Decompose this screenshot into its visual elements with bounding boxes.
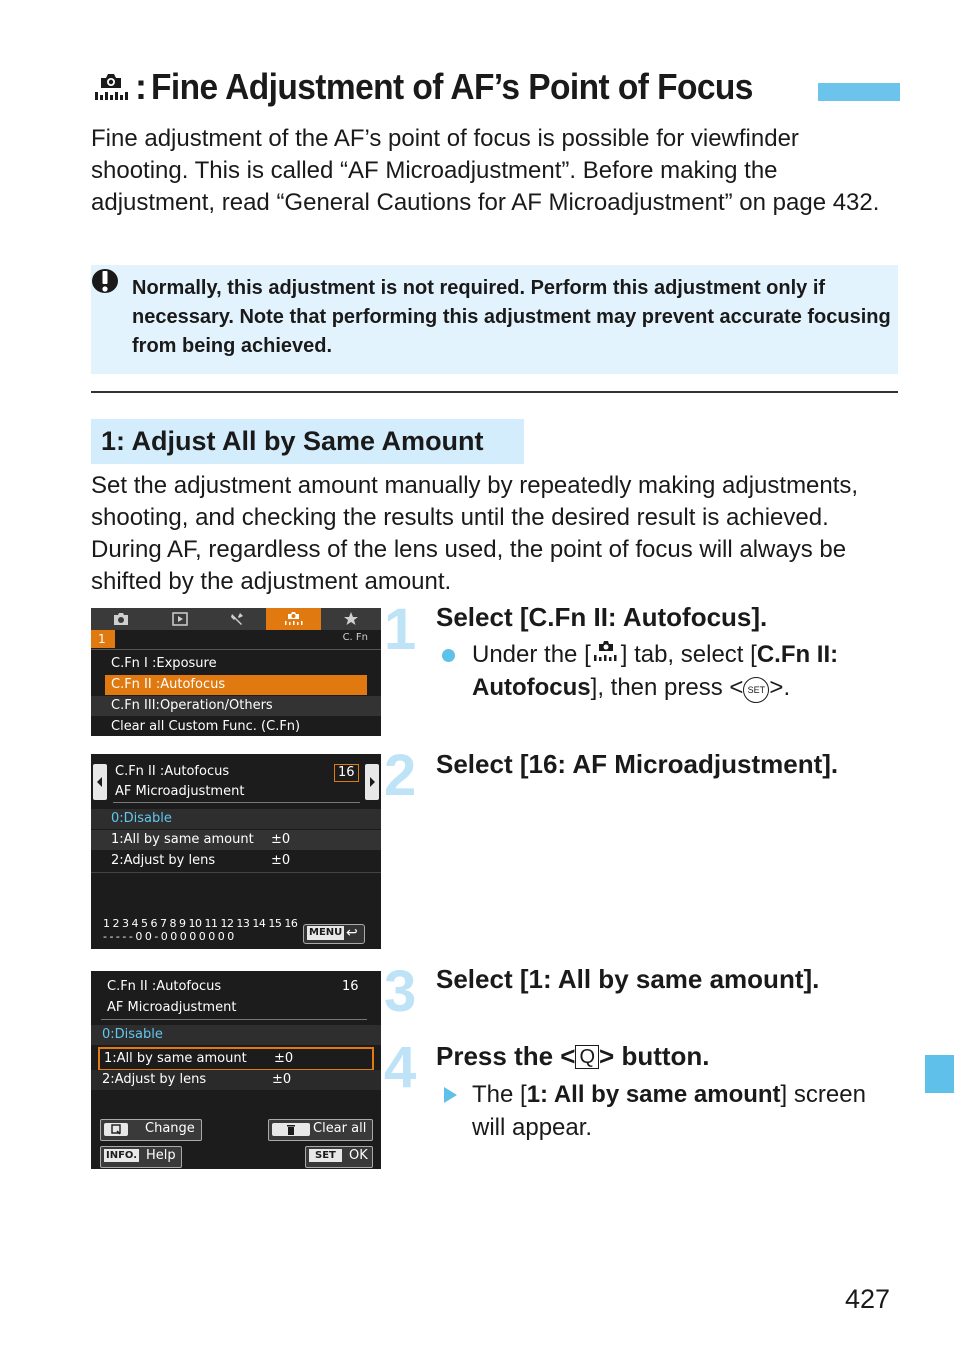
prev-arrow-icon: [97, 777, 102, 787]
option-all-same-value: ±0: [274, 1051, 294, 1066]
step-4-title-pre: Press the <: [436, 1041, 576, 1071]
step-number-3: 3: [384, 959, 417, 1024]
menu-page-track: [115, 630, 381, 648]
option-disable-current[interactable]: 0:Disable: [91, 809, 381, 829]
step-1-bold-a: C.Fn II:: [756, 641, 839, 668]
custom-function-icon: [591, 638, 621, 664]
ok-label: OK: [349, 1148, 368, 1163]
trash-icon: [285, 1123, 297, 1136]
change-label: Change: [145, 1121, 195, 1136]
subtitle-underline: [101, 1019, 367, 1020]
clear-all-label: Clear all: [313, 1121, 367, 1136]
option-by-lens-label: 2:Adjust by lens: [111, 853, 216, 868]
menu-underline: [91, 649, 381, 650]
setup-tab-icon: [229, 611, 245, 627]
options-bottom-rule: [91, 872, 381, 873]
caution-text: Normally, this adjustment is not required. Perform this adjustment only if necessary. Note that performing this adjustment may prevent accurate focusing from being achieved.: [132, 277, 891, 357]
heading-accent-bar: [818, 83, 900, 101]
function-setting-row: - - - - - 0 0 - 0 0 0 0 0 0 0 0: [103, 930, 234, 943]
option-all-same-label: 1:All by same amount: [111, 832, 254, 847]
camera-screen-af-microadjust-select: [91, 971, 381, 1169]
step-1-detail: [472, 638, 902, 704]
step-number-4: 4: [384, 1035, 417, 1100]
function-number: 16: [342, 979, 359, 994]
step-4-detail: [472, 1078, 902, 1144]
step-1-text-c: ], then press <: [590, 674, 744, 701]
step-4-detail-pre: The [: [472, 1081, 527, 1108]
intro-paragraph: Fine adjustment of the AF’s point of focus is possible for viewfinder shooting. This is called “AF Microadjustment”. Before making the adjustment, read “General Cautions for AF Microadjustment” on page 432.: [91, 125, 880, 216]
set-button-icon: SET: [743, 677, 769, 703]
camera-screen-af-microadjust-list: [91, 754, 381, 949]
option-all-same[interactable]: [91, 830, 381, 850]
step-1-text-d: >.: [769, 674, 791, 701]
step-3-title: Select [1: All by same amount].: [436, 964, 820, 994]
chapter-side-tab: [925, 1055, 954, 1093]
step-4-detail-post: ] screen will appear.: [472, 1081, 866, 1141]
option-by-lens[interactable]: [91, 851, 381, 871]
q-icon: [110, 1123, 122, 1136]
step-2-title: Select [16: AF Microadjustment].: [436, 749, 839, 779]
my-menu-star-icon: [343, 611, 359, 627]
option-all-same-selected[interactable]: [98, 1047, 374, 1071]
info-key-label: INFO.: [106, 1150, 138, 1161]
option-all-same-label: 1:All by same amount: [104, 1051, 247, 1066]
set-key-label: SET: [309, 1149, 342, 1162]
option-by-lens-value: ±0: [272, 1072, 292, 1087]
screen-subtitle: AF Microadjustment: [115, 784, 245, 799]
step-number-1: 1: [384, 597, 417, 662]
function-number-badge: 16: [334, 764, 359, 782]
step-4-detail-bold: 1: All by same amount: [526, 1081, 781, 1108]
custom-function-icon: [91, 70, 131, 104]
page-title: Fine Adjustment of AF’s Point of Focus: [151, 66, 753, 107]
menu-key-label: MENU: [309, 927, 343, 938]
step-4-title-post: > button.: [599, 1041, 710, 1071]
playback-tab-icon: [171, 611, 189, 627]
menu-item-cfn1[interactable]: C.Fn I :Exposure: [111, 656, 217, 671]
section-divider: [91, 391, 898, 393]
screen-title: C.Fn II :Autofocus: [115, 764, 230, 779]
option-by-lens-label: 2:Adjust by lens: [102, 1072, 207, 1087]
section-label: [91, 419, 524, 464]
option-by-lens-value: ±0: [271, 853, 291, 868]
section-description: Set the adjustment amount manually by repeatedly making adjustments, shooting, and checking the results until the desired result is achieved. During AF, regardless of the lens used, the point of focus will always be shifted by the adjustment amount.: [91, 472, 859, 595]
function-index-row: 1 2 3 4 5 6 7 8 9 10 11 12 13 14 15 16: [103, 917, 298, 930]
step-1-text-a: Under the [: [472, 641, 591, 668]
help-label: Help: [146, 1148, 176, 1163]
page-heading: [91, 64, 901, 114]
heading-colon: :: [135, 66, 147, 107]
next-arrow-icon: [370, 777, 375, 787]
camera-screen-cfn-menu: [91, 608, 381, 736]
screen-title: C.Fn II :Autofocus: [107, 979, 222, 994]
step-1-bullet: [442, 649, 455, 662]
menu-item-cfn2-selected[interactable]: C.Fn II :Autofocus: [105, 675, 367, 695]
subtitle-underline: [113, 802, 360, 803]
step-1-bold-b: Autofocus: [472, 674, 591, 701]
shooting-tab-icon: [112, 611, 130, 627]
menu-tab-label: C. Fn: [342, 632, 368, 643]
option-disable-current[interactable]: 0:Disable: [91, 1025, 381, 1045]
screen-subtitle: AF Microadjustment: [107, 1000, 237, 1015]
menu-item-clear-all[interactable]: Clear all Custom Func. (C.Fn): [111, 719, 301, 734]
step-number-2: 2: [384, 743, 417, 808]
menu-item-cfn3[interactable]: C.Fn III:Operation/Others: [91, 696, 381, 716]
step-1-title: Select [C.Fn II: Autofocus].: [436, 602, 768, 632]
custom-function-tab-icon: [283, 611, 303, 627]
page-number: 427: [845, 1284, 891, 1314]
option-all-same-value: ±0: [271, 832, 291, 847]
caution-box: [91, 265, 898, 374]
section-label-text: 1: Adjust All by Same Amount: [101, 426, 484, 456]
step-4-result-arrow: [444, 1087, 457, 1103]
back-arrow-icon: ↩: [346, 925, 358, 941]
menu-page-number: 1: [98, 632, 106, 646]
step-4-title: [436, 1040, 710, 1072]
step-1-text-b: ] tab, select [: [620, 641, 757, 668]
option-by-lens[interactable]: [91, 1070, 381, 1090]
caution-icon: [91, 267, 119, 295]
q-button-icon: Q: [575, 1045, 599, 1069]
